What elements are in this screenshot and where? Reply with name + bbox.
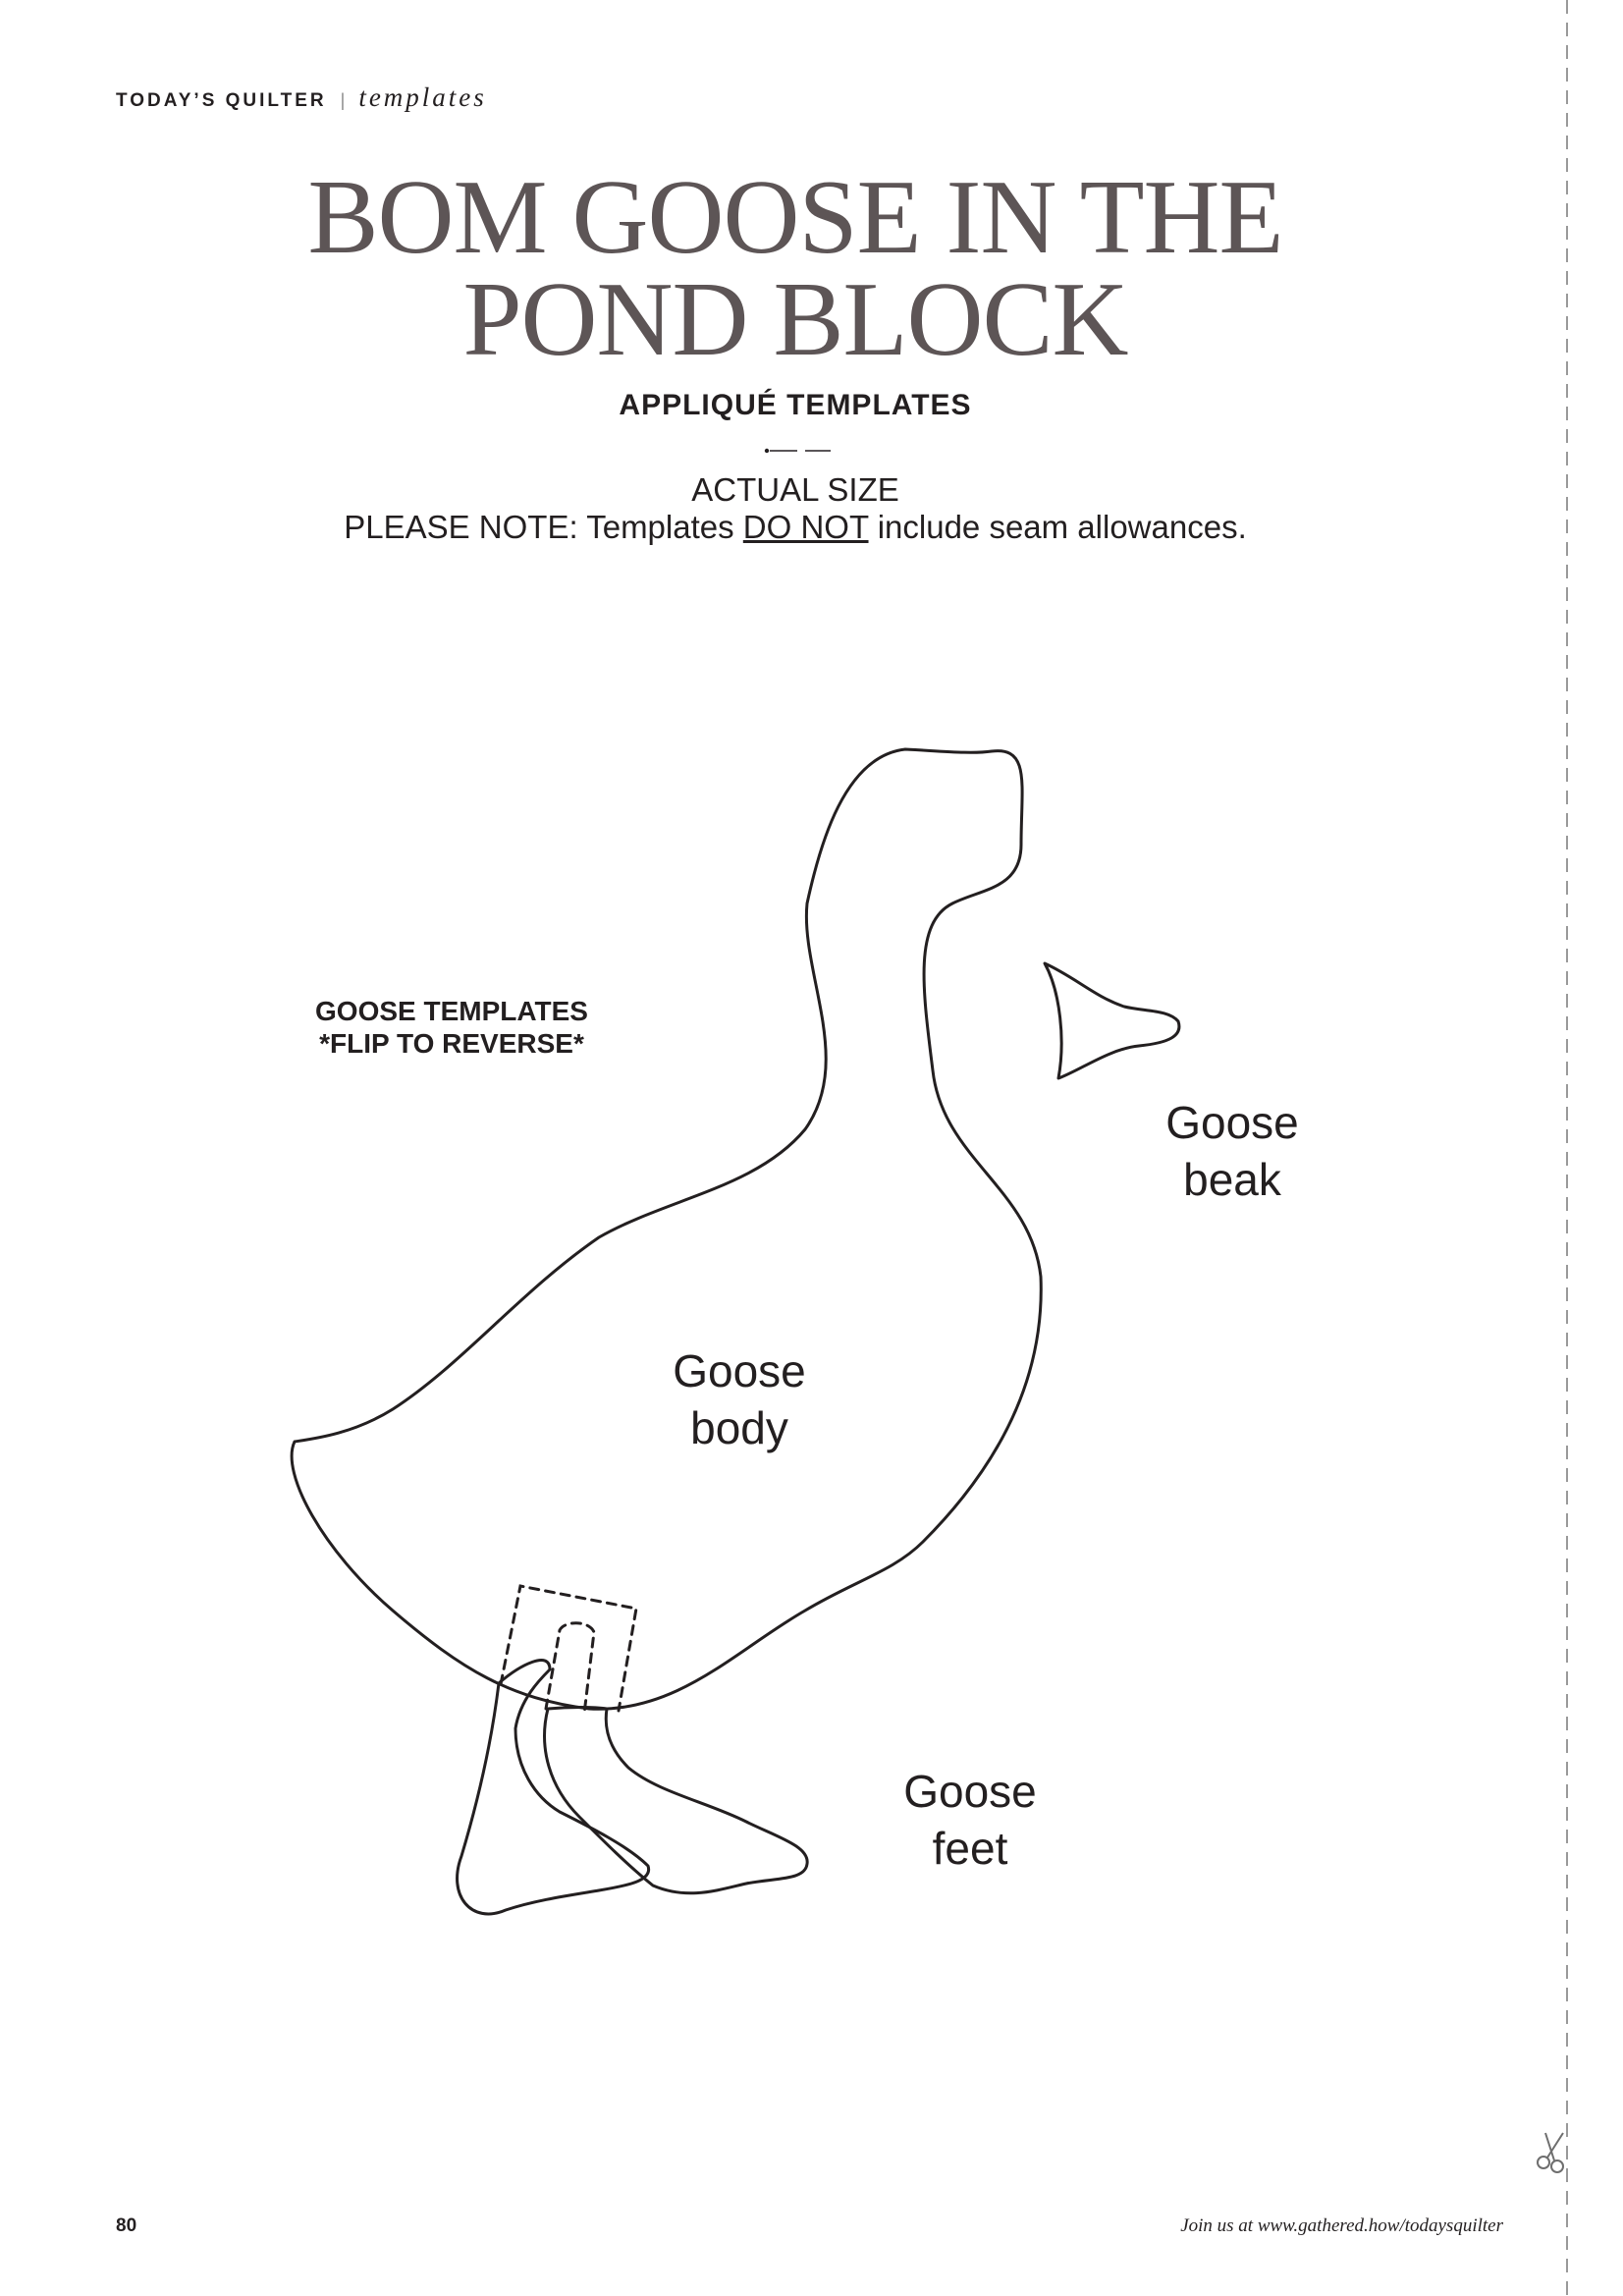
goose-body-outline: [292, 749, 1041, 1709]
goose-beak-label-line-2: beak: [1183, 1154, 1281, 1205]
foot-placement-guide-inner: [546, 1623, 594, 1714]
magazine-name: TODAY’S QUILTER: [116, 90, 327, 111]
goose-body-label-line-2: body: [690, 1402, 788, 1453]
note-emphasis: DO NOT: [742, 509, 869, 545]
title-line-2: POND BLOCK: [462, 261, 1128, 378]
scissors-icon: [1534, 2129, 1571, 2174]
section-name: templates: [358, 82, 487, 112]
goose-body-label: [631, 1342, 847, 1456]
goose-foot-right-outline: [545, 1708, 808, 1893]
actual-size-text: ACTUAL SIZE: [691, 471, 899, 508]
header-divider: |: [340, 90, 346, 110]
templates-heading: GOOSE TEMPLATES: [315, 996, 588, 1026]
flip-instruction: *FLIP TO REVERSE*: [319, 1028, 584, 1059]
goose-foot-left-outline: [458, 1661, 649, 1914]
note-suffix: include seam allowances.: [868, 509, 1247, 545]
goose-feet-label: [862, 1763, 1078, 1877]
goose-beak-label: [1124, 1094, 1340, 1208]
page-number: 80: [116, 2215, 137, 2236]
goose-body-label-line-1: Goose: [673, 1345, 806, 1396]
note-prefix: PLEASE NOTE: Templates: [344, 509, 743, 545]
goose-beak-outline: [1045, 963, 1179, 1078]
footer-url: Join us at www.gathered.how/todaysquilter: [1180, 2215, 1503, 2236]
goose-beak-label-line-1: Goose: [1165, 1097, 1299, 1148]
goose-feet-label-line-1: Goose: [903, 1766, 1037, 1817]
cut-line: [1565, 0, 1569, 2296]
goose-feet-label-line-2: feet: [932, 1823, 1008, 1874]
page-subtitle: APPLIQUÉ TEMPLATES: [619, 389, 972, 421]
title-line-1: BOM GOOSE IN THE: [307, 159, 1283, 276]
